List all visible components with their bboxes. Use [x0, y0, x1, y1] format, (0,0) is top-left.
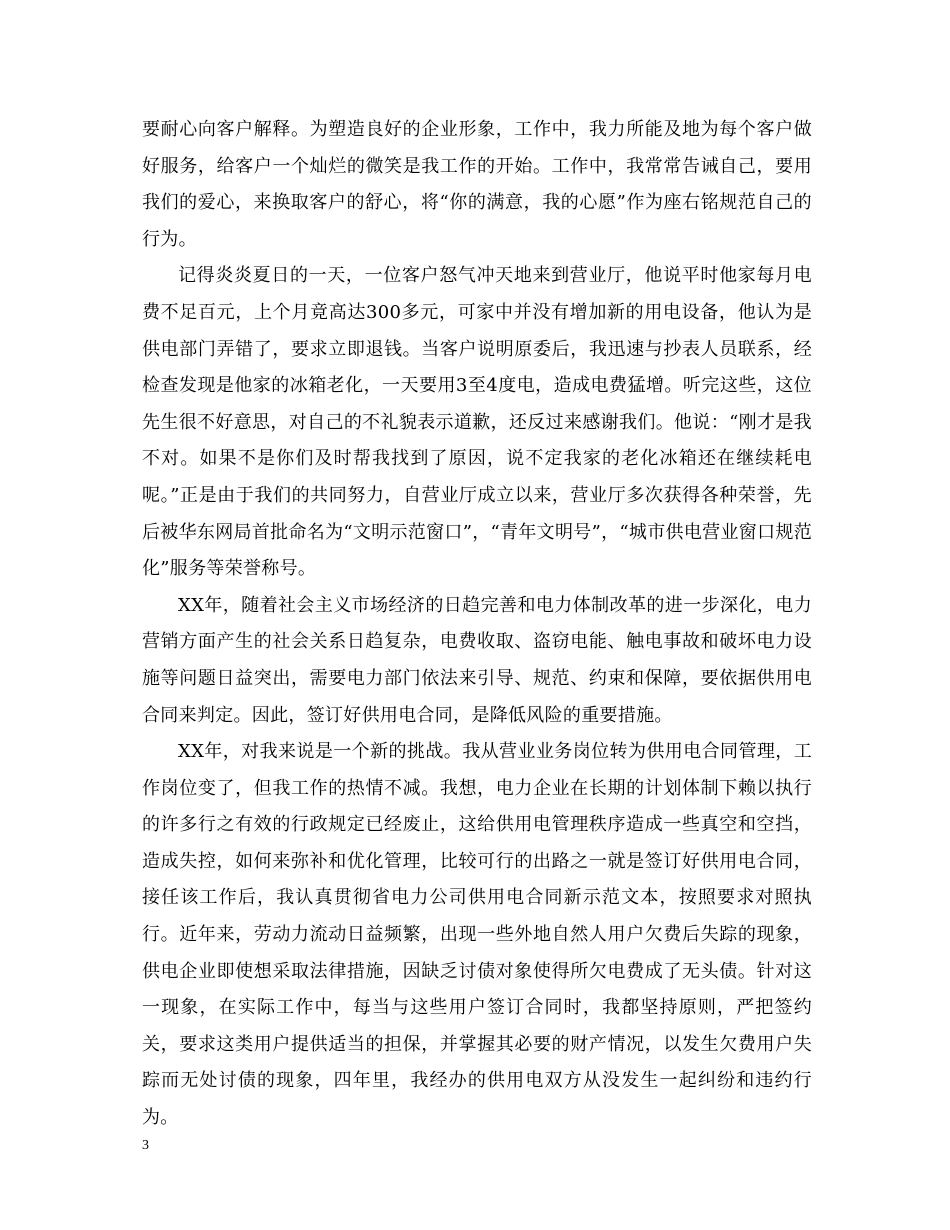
page-number: 3	[142, 1138, 149, 1153]
paragraph-contract-management: XX年，对我来说是一个新的挑战。我从营业业务岗位转为供用电合同管理，工作岗位变了，但我工作的热情不减。我想，电力企业在长期的计划体制下赖以执行的许多行之有效的行政规定已经废止，这给供用电管理秩序造成一些真空和空挡，造成失控，如何来弥补和优化管理，比较可行的出路之一就是签订好供用电合同，接任该工作后，我认真贯彻省电力公司供用电合同新示范文本，按照要求对照执行。近年来，劳动力流动日益频繁，出现一些外地自然人用户欠费后失踪的现象，供电企业即使想采取法律措施，因缺乏讨债对象使得所欠电费成了无头债。针对这一现象，在实际工作中，每当与这些用户签订合同时，我都坚持原则，严把签约关，要求这类用户提供适当的担保，并掌握其必要的财产情况，以发生欠费用户失踪而无处讨债的现象，四年里，我经办的供用电双方从没发生一起纠纷和违约行为。	[142, 741, 812, 1129]
paragraph-market-reform: XX年，随着社会主义市场经济的日趋完善和电力体制改革的进一步深化，电力营销方面产生的社会关系日趋复杂，电费收取、盗窃电能、触电事故和破坏电力设施等问题日益突出，需要电力部门依法来引导、规范、约束和保障，要依据供用电合同来判定。因此，签订好供用电合同，是降低风险的重要措施。	[142, 594, 812, 726]
paragraph-continuation: 要耐心向客户解释。为塑造良好的企业形象，工作中，我力所能及地为每个客户做好服务，给客户一个灿烂的微笑是我工作的开始。工作中，我常常告诫自己，要用我们的爱心，来换取客户的舒心，将“你的满意，我的心愿”作为座右铭规范自己的行为。	[142, 119, 812, 250]
paragraph-customer-story: 记得炎炎夏日的一天，一位客户怒气冲天地来到营业厅，他说平时他家每月电费不足百元，上个月竟高达300多元，可家中并没有增加新的用电设备，他认为是供电部门弄错了，要求立即退钱。当客户说明原委后，我迅速与抄表人员联系，经检查发现是他家的冰箱老化，一天要用3至4度电，造成电费猛增。听完这些，这位先生很不好意思，对自己的不礼貌表示道歉，还反过来感谢我们。他说：“刚才是我不对。如果不是你们及时帮我找到了原因，说不定我家的老化冰箱还在继续耗电呢。”正是由于我们的共同努力，自营业厅成立以来，营业厅多次获得各种荣誉，先后被华东网局首批命名为“文明示范窗口”，“青年文明号”，“城市供电营业窗口规范化”服务等荣誉称号。	[142, 265, 812, 580]
body-text	[142, 112, 812, 1137]
